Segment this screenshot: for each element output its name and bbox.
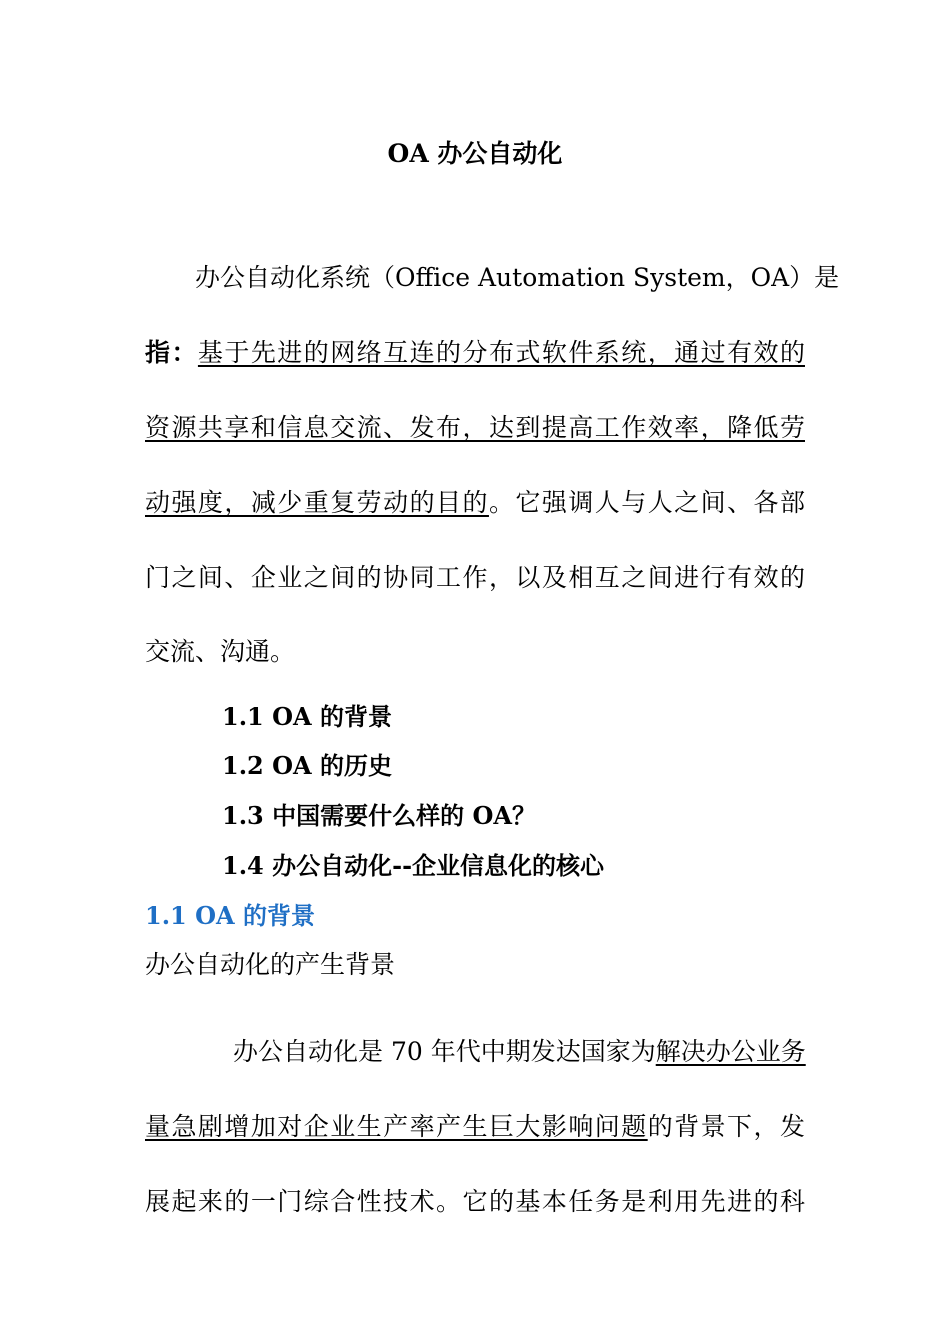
subheading: 办公自动化的产生背景 [145, 950, 396, 979]
background-line-1 [233, 1032, 805, 1068]
intro-text: 门之间、企业之间的协同工作，以及相互之间进行有效的 [145, 563, 805, 592]
intro-line-3 [145, 408, 805, 444]
background-underlined-text: 解决办公业务 [655, 1037, 806, 1066]
background-line-1-wrap [233, 1032, 805, 1068]
toc-item[interactable]: 1.4 办公自动化--企业信息化的核心 [222, 851, 605, 880]
intro-underlined-text: 动强度，减少重复劳动的目的 [145, 488, 489, 517]
background-underlined-text: 量急剧增加对企业生产率产生巨大影响问题 [145, 1112, 648, 1141]
background-text: 的背景下，发 [647, 1112, 805, 1141]
intro-text: 。它强调人与人之间、各部 [488, 488, 805, 517]
background-line-2 [145, 1107, 805, 1143]
document-title: OA 办公自动化 [387, 139, 563, 168]
background-text: 展起来的一门综合性技术。它的基本任务是利用先进的科 [145, 1187, 805, 1216]
intro-line-5 [145, 558, 805, 594]
intro-line-1 [195, 258, 840, 294]
toc-item[interactable]: 1.2 OA 的历史 [222, 751, 392, 780]
intro-text: 交流、沟通。 [145, 637, 296, 666]
intro-underlined-text: 资源共享和信息交流、发布，达到提高工作效率，降低劳 [145, 413, 805, 442]
toc-item[interactable]: 1.1 OA 的背景 [222, 702, 392, 731]
intro-line-2 [145, 333, 805, 369]
intro-line-6 [145, 632, 805, 668]
intro-text: 办公自动化系统（Office Automation System，OA）是 [195, 263, 840, 292]
section-heading: 1.1 OA 的背景 [145, 901, 315, 930]
background-text: 办公自动化是 70 年代中期发达国家为 [233, 1037, 656, 1066]
background-line-3 [145, 1182, 805, 1218]
intro-text: 指： [145, 338, 198, 367]
intro-underlined-text: 基于先进的网络互连的分布式软件系统，通过有效的 [197, 338, 805, 367]
toc-item[interactable]: 1.3 中国需要什么样的 OA？ [222, 801, 536, 830]
intro-line-4 [145, 483, 805, 519]
